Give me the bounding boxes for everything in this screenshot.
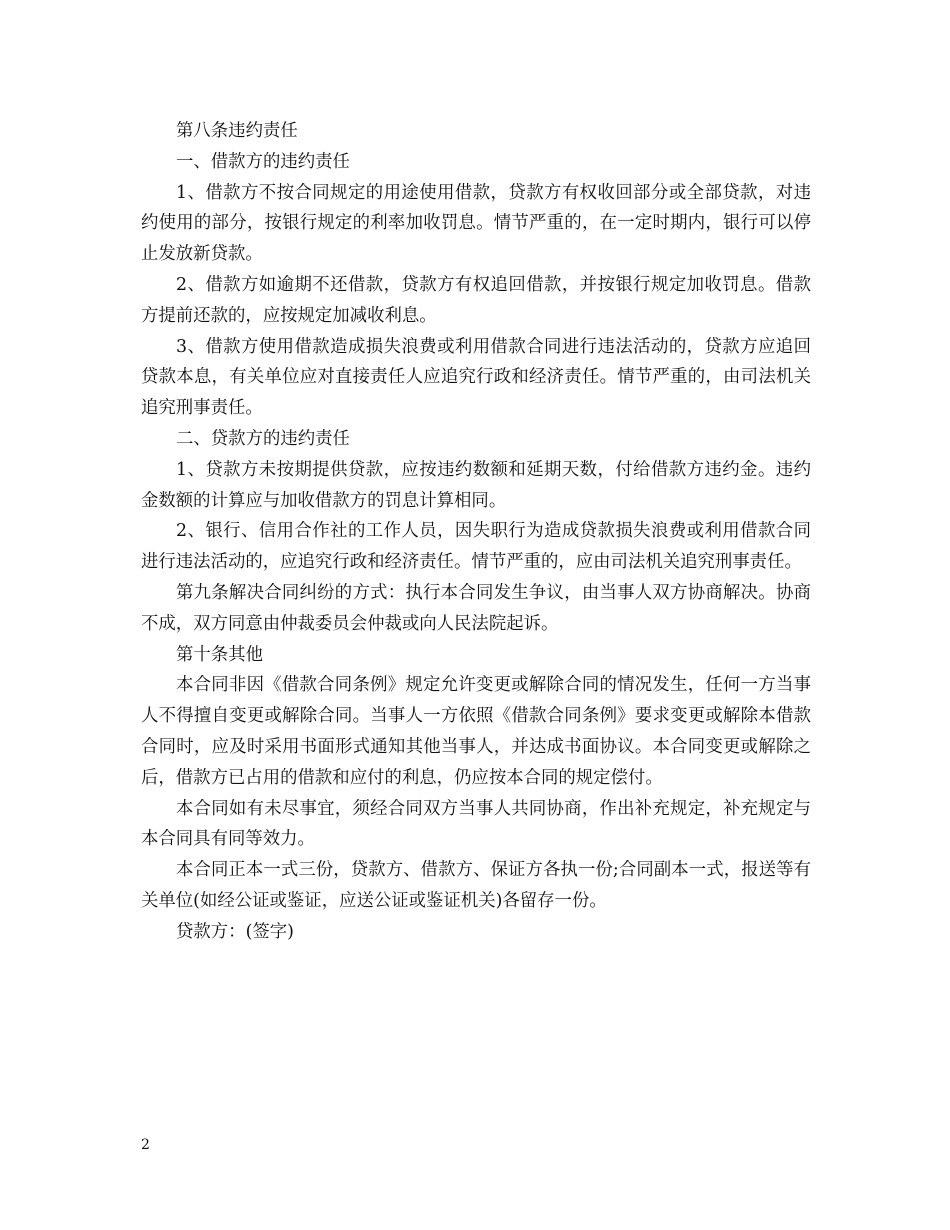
heading-lender-liability: 二、贷款方的违约责任: [176, 428, 350, 449]
article-10-copies-clause: 本合同正本一式三份，贷款方、借款方、保证方各执一份;合同副本一式，报送等有关单位(如经公证或鉴证，应送公证或鉴证机关)各留存一份。: [141, 860, 811, 911]
page-number: 2: [141, 1137, 150, 1153]
borrower-clause-3: 3、借款方使用借款造成损失浪费或利用借款合同进行违法活动的，贷款方应追回贷款本息，有关单位应对直接责任人应追究行政和经济责任。情节严重的，由司法机关追究刑事责任。: [141, 336, 811, 419]
borrower-clause-2: 2、借款方如逾期不还借款，贷款方有权追回借款，并按银行规定加收罚息。借款方提前还款的，应按规定加减收利息。: [141, 274, 811, 326]
document-body: [141, 116, 811, 948]
heading-article-8: 第八条违约责任: [176, 121, 298, 141]
borrower-clause-1: 1、借款方不按合同规定的用途使用借款，贷款方有权收回部分或全部贷款，对违约使用的部分，按银行规定的利率加收罚息。情节严重的，在一定时期内，银行可以停止发放新贷款。: [141, 182, 811, 265]
lender-clause-2: 2、银行、信用合作社的工作人员，因失职行为造成贷款损失浪费或利用借款合同进行违法活动的，应追究行政和经济责任。情节严重的，应由司法机关追究刑事责任。: [141, 521, 811, 573]
lender-signature-line: 贷款方：(签字): [176, 921, 294, 942]
article-10-modification-clause: 本合同非因《借款合同条例》规定允许变更或解除合同的情况发生，任何一方当事人不得擅自变更或解除合同。当事人一方依照《借款合同条例》要求变更或解除本借款合同时，应及时采用书面形式通知其他当事人，并达成书面协议。本合同变更或解除之后，借款方已占用的借款和应付的利息，仍应按本合同的规定偿付。: [141, 675, 811, 788]
lender-clause-1: 1、贷款方未按期提供贷款，应按违约数额和延期天数，付给借款方违约金。违约金数额的计算应与加收借款方的罚息计算相同。: [141, 459, 811, 511]
heading-borrower-liability: 一、借款方的违约责任: [176, 151, 350, 172]
article-9-dispute-resolution: 第九条解决合同纠纷的方式：执行本合同发生争议，由当事人双方协商解决。协商不成，双方同意由仲裁委员会仲裁或向人民法院起诉。: [141, 582, 811, 634]
article-10-supplement-clause: 本合同如有未尽事宜，须经合同双方当事人共同协商，作出补充规定，补充规定与本合同具有同等效力。: [141, 798, 811, 850]
heading-article-10: 第十条其他: [176, 644, 263, 665]
